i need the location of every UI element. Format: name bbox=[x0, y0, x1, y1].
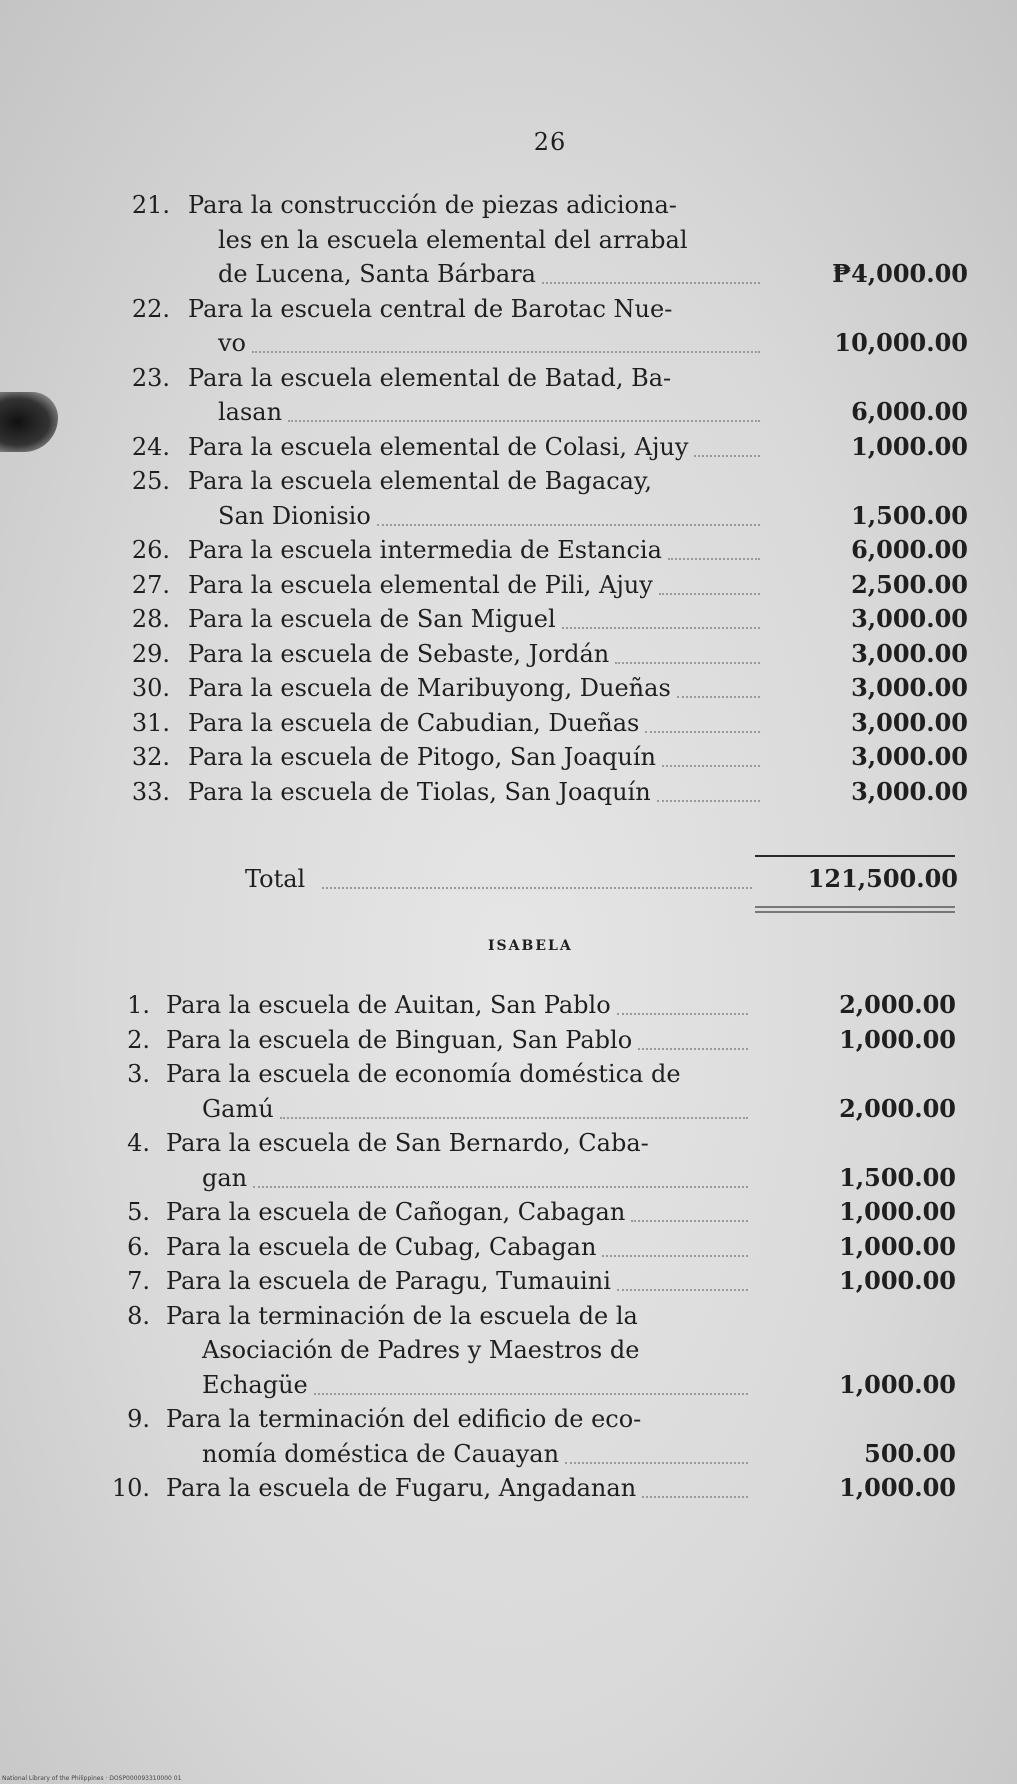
total-label: Total bbox=[245, 865, 306, 893]
dot-leader bbox=[565, 1462, 748, 1464]
entry-amount: 2,000.00 bbox=[839, 990, 956, 1019]
entry-amount: 1,000.00 bbox=[839, 1231, 956, 1261]
entry-text-line: Para la terminación de la escuela de la bbox=[166, 1301, 638, 1330]
entry-number: 22. bbox=[131, 294, 170, 323]
dot-leader bbox=[631, 1220, 748, 1222]
section-title-isabela: ISABELA bbox=[488, 938, 573, 954]
entry-amount: 3,000.00 bbox=[851, 673, 968, 702]
dot-leader bbox=[615, 662, 760, 664]
entry-amount: 2,500.00 bbox=[851, 569, 968, 599]
dot-leader bbox=[638, 1048, 748, 1050]
entry-text-line: Para la escuela de Pitogo, San Joaquín bbox=[188, 743, 656, 771]
entry-text-line: Para la escuela central de Barotac Nue- bbox=[188, 294, 673, 323]
entry-text-line: Para la escuela elemental de Colasi, Ajuy bbox=[188, 432, 689, 461]
entry-number: 2. bbox=[127, 1025, 150, 1054]
entry-number: 4. bbox=[127, 1129, 150, 1157]
entry-amount: 1,000.00 bbox=[839, 1266, 956, 1295]
entry-amount: 500.00 bbox=[864, 1438, 956, 1468]
entry-text-line: Para la escuela elemental de Pili, Ajuy bbox=[188, 570, 653, 599]
total-amount: 121,500.00 bbox=[807, 864, 958, 893]
entry-text-line: San Dionisio bbox=[218, 501, 371, 530]
entry-text-line: nomía doméstica de Cauayan bbox=[202, 1439, 560, 1468]
entry-number: 28. bbox=[131, 605, 170, 633]
dot-leader bbox=[562, 627, 760, 629]
dot-leader bbox=[617, 1013, 748, 1015]
dot-leader bbox=[617, 1289, 748, 1291]
entry-number: 24. bbox=[131, 432, 170, 461]
entry-text-line: gan bbox=[202, 1163, 248, 1192]
entry-text-line: Para la terminación del edificio de eco- bbox=[166, 1405, 642, 1433]
entry-amount: 1,500.00 bbox=[851, 500, 968, 530]
entry-text-line: Para la escuela de Tiolas, San Joaquín bbox=[188, 777, 651, 806]
dot-leader bbox=[662, 765, 760, 767]
entry-amount: 1,500.00 bbox=[839, 1162, 956, 1192]
entry-amount: 3,000.00 bbox=[851, 707, 968, 737]
entry-number: 6. bbox=[127, 1232, 150, 1261]
entry-number: 31. bbox=[131, 708, 170, 737]
entry-number: 21. bbox=[131, 191, 170, 219]
entry-text-line: Para la escuela de Binguan, San Pablo bbox=[166, 1025, 633, 1054]
entry-amount: 3,000.00 bbox=[851, 638, 968, 668]
total-dot-leader bbox=[322, 887, 752, 889]
dot-leader bbox=[645, 731, 760, 733]
total-rule-top bbox=[755, 855, 955, 857]
entry-amount: 1,000.00 bbox=[851, 431, 968, 461]
entry-number: 25. bbox=[131, 467, 170, 495]
page-number: 26 bbox=[533, 128, 567, 156]
dot-leader bbox=[659, 593, 760, 595]
entry-amount: 1,000.00 bbox=[839, 1473, 956, 1502]
entry-number: 32. bbox=[131, 743, 170, 771]
entry-text-line: Gamú bbox=[202, 1094, 274, 1123]
entry-amount: 10,000.00 bbox=[834, 328, 968, 357]
entry-text-line: Para la escuela de Paragu, Tumauini bbox=[166, 1267, 611, 1295]
entry-text-line: Para la escuela elemental de Bagacay, bbox=[188, 467, 652, 495]
dot-leader bbox=[280, 1117, 748, 1119]
entry-text-line: Para la escuela de Sebaste, Jordán bbox=[188, 639, 610, 668]
entry-amount: 1,000.00 bbox=[839, 1197, 956, 1226]
entry-text-line: Para la escuela de Cubag, Cabagan bbox=[166, 1232, 597, 1261]
entry-text-line: Para la construcción de piezas adiciona- bbox=[188, 191, 677, 219]
entry-text-line: Para la escuela de San Miguel bbox=[188, 605, 556, 633]
entry-number: 29. bbox=[131, 639, 170, 668]
entry-text-line: les en la escuela elemental del arrabal bbox=[218, 225, 688, 254]
entry-text-line: lasan bbox=[218, 398, 283, 426]
dot-leader bbox=[677, 696, 760, 698]
dot-leader bbox=[642, 1496, 748, 1498]
entry-number: 9. bbox=[127, 1405, 150, 1433]
entry-number: 27. bbox=[131, 570, 170, 599]
dot-leader bbox=[694, 455, 760, 457]
entry-number: 33. bbox=[131, 777, 170, 806]
dot-leader bbox=[252, 351, 760, 353]
entry-amount: 1,000.00 bbox=[839, 1369, 956, 1399]
dot-leader bbox=[253, 1186, 748, 1188]
dot-leader bbox=[377, 524, 760, 526]
entry-number: 30. bbox=[131, 674, 170, 702]
dot-leader bbox=[314, 1393, 748, 1395]
entry-amount: 3,000.00 bbox=[851, 742, 968, 771]
entry-number: 5. bbox=[127, 1198, 150, 1226]
entry-text-line: Para la escuela de economía doméstica de bbox=[166, 1060, 681, 1088]
dot-leader bbox=[657, 800, 760, 802]
entry-number: 23. bbox=[131, 363, 170, 392]
dot-leader bbox=[602, 1255, 748, 1257]
entry-number: 8. bbox=[127, 1301, 150, 1330]
entry-number: 3. bbox=[127, 1060, 150, 1088]
entry-amount: ₱4,000.00 bbox=[832, 259, 968, 288]
footer-credit: National Library of the Philippines · DOSP000093310000 01 bbox=[2, 1775, 182, 1782]
entry-number: 10. bbox=[111, 1474, 150, 1502]
entry-text-line: Para la escuela elemental de Batad, Ba- bbox=[188, 363, 672, 392]
entry-text-line: Echagüe bbox=[202, 1370, 308, 1399]
entry-text-line: Para la escuela de Cabudian, Dueñas bbox=[188, 708, 640, 737]
dot-leader bbox=[542, 282, 760, 284]
entry-text-line: Para la escuela intermedia de Estancia bbox=[188, 536, 662, 564]
dot-leader bbox=[288, 420, 760, 422]
entry-text-line: Asociación de Padres y Maestros de bbox=[202, 1336, 640, 1364]
entry-amount: 6,000.00 bbox=[851, 397, 968, 426]
entry-text-line: Para la escuela de Fugaru, Angadanan bbox=[166, 1474, 637, 1502]
entry-text-line: Para la escuela de Maribuyong, Dueñas bbox=[188, 674, 671, 702]
entry-text-line: vo bbox=[218, 329, 247, 357]
entry-amount: 3,000.00 bbox=[851, 604, 968, 633]
total-rule-bottom bbox=[755, 906, 955, 913]
entry-number: 7. bbox=[127, 1267, 150, 1295]
entry-amount: 1,000.00 bbox=[839, 1024, 956, 1054]
entry-amount: 6,000.00 bbox=[851, 535, 968, 564]
entry-text-line: Para la escuela de Cañogan, Cabagan bbox=[166, 1198, 626, 1226]
entry-amount: 2,000.00 bbox=[839, 1093, 956, 1123]
entry-text-line: Para la escuela de San Bernardo, Caba- bbox=[166, 1129, 649, 1157]
entry-text-line: de Lucena, Santa Bárbara bbox=[218, 260, 536, 288]
entry-amount: 3,000.00 bbox=[851, 776, 968, 806]
entry-number: 26. bbox=[131, 536, 170, 564]
entry-text-line: Para la escuela de Auitan, San Pablo bbox=[166, 991, 611, 1019]
entry-number: 1. bbox=[127, 991, 150, 1019]
dot-leader bbox=[668, 558, 760, 560]
